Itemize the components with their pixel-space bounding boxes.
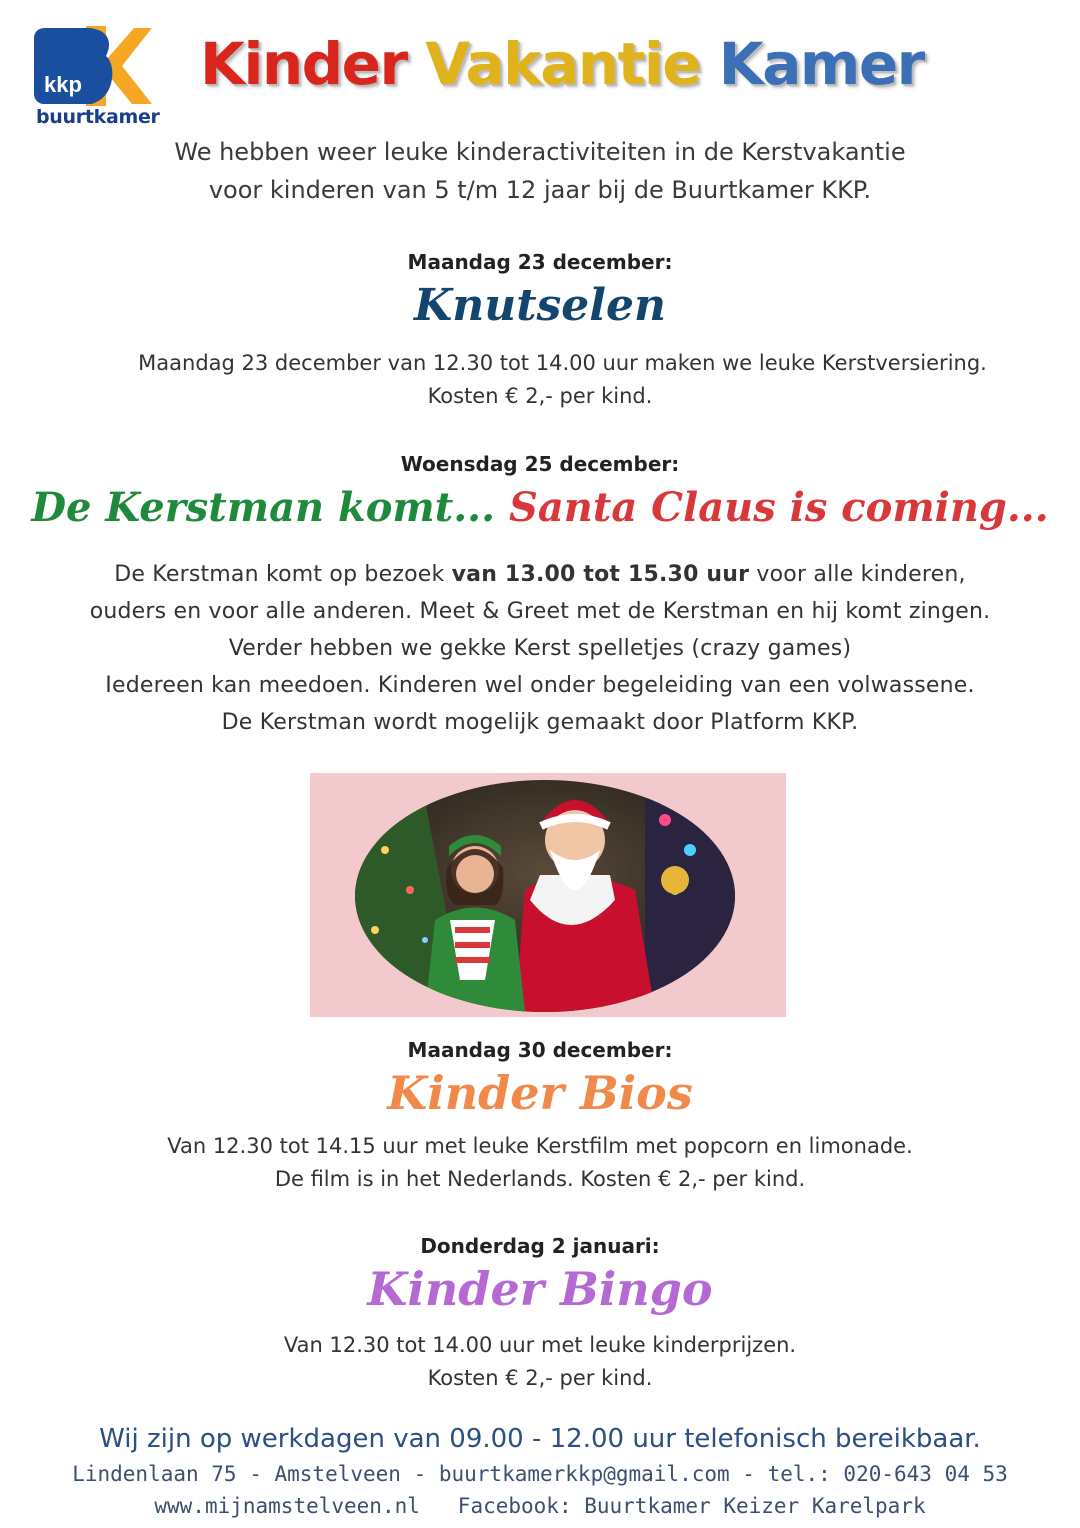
intro-line-2: voor kinderen van 5 t/m 12 jaar bij de Buurtkamer KKP. [208, 176, 872, 204]
title-word-kinder: Kinder [200, 30, 407, 98]
logo-badge-text: kkp [44, 72, 82, 97]
event4-line-1: Van 12.30 tot 14.00 uur met leuke kinderprijzen. [283, 1333, 797, 1357]
event4-day: Donderdag 2 januari: [420, 1234, 660, 1258]
event1-line-1: Maandag 23 december van 12.30 tot 14.00 uur maken we leuke Kerstversiering. [138, 351, 987, 375]
event1-description [0, 347, 1080, 413]
event4-line-2: Kosten € 2,- per kind. [427, 1366, 653, 1390]
event3-description [0, 1130, 1080, 1196]
event1-name: Knutselen [413, 280, 666, 331]
event2-name-english: Santa Claus is coming... [508, 484, 1049, 531]
event3-day: Maandag 30 december: [407, 1038, 673, 1062]
footer-availability: Wij zijn op werkdagen van 09.00 - 12.00 uur telefonisch bereikbaar. [99, 1424, 981, 1454]
event3-line-2: De film is in het Nederlands. Kosten € 2,- per kind. [274, 1167, 806, 1191]
page-title [200, 30, 1000, 98]
event2-line-5: De Kerstman wordt mogelijk gemaakt door Platform KKP. [221, 710, 859, 735]
event4-name: Kinder Bingo [367, 1262, 713, 1316]
event2-line-1-post: voor alle kinderen, [749, 562, 966, 587]
event2-description [0, 556, 1080, 741]
title-word-vakantie: Vakantie [425, 30, 701, 98]
event2-line-1 [0, 556, 1080, 593]
logo-wordmark: buurtkamer [36, 106, 160, 128]
event1-line-2: Kosten € 2,- per kind. [427, 384, 653, 408]
event2-line-2: ouders en voor alle anderen. Meet & Greet met de Kerstman en hij komt zingen. [89, 599, 991, 624]
intro-line-1: We hebben weer leuke kinderactiviteiten in de Kerstvakantie [174, 138, 906, 166]
event2-time: van 13.00 tot 15.30 uur [451, 562, 750, 587]
intro-text [0, 133, 1080, 209]
event2-day: Woensdag 25 december: [400, 452, 680, 476]
event2-line-3: Verder hebben we gekke Kerst spelletjes (crazy games) [228, 636, 852, 661]
event1-day: Maandag 23 december: [407, 250, 673, 274]
event3-line-1: Van 12.30 tot 14.15 uur met leuke Kerstfilm met popcorn en limonade. [167, 1134, 913, 1158]
footer-contact: Lindenlaan 75 - Amstelveen - buurtkamerkkp@gmail.com - tel.: 020-643 04 53 [72, 1462, 1008, 1486]
kkp-logo-icon [34, 26, 152, 106]
event2-line-1-pre: De Kerstman komt op bezoek [114, 562, 452, 587]
santa-elf-photo [355, 780, 735, 1012]
event2-name [0, 484, 1080, 531]
event2-name-dutch: De Kerstman komt... [31, 484, 496, 531]
title-word-kamer: Kamer [718, 30, 924, 98]
event2-line-4: Iedereen kan meedoen. Kinderen wel onder begeleiding van een volwassene. [105, 673, 975, 698]
event3-name: Kinder Bios [387, 1066, 693, 1120]
santa-elf-photo-icon [355, 780, 735, 1012]
footer-links: www.mijnamstelveen.nl Facebook: Buurtkamer Keizer Karelpark [154, 1494, 926, 1518]
event4-description [0, 1329, 1080, 1395]
